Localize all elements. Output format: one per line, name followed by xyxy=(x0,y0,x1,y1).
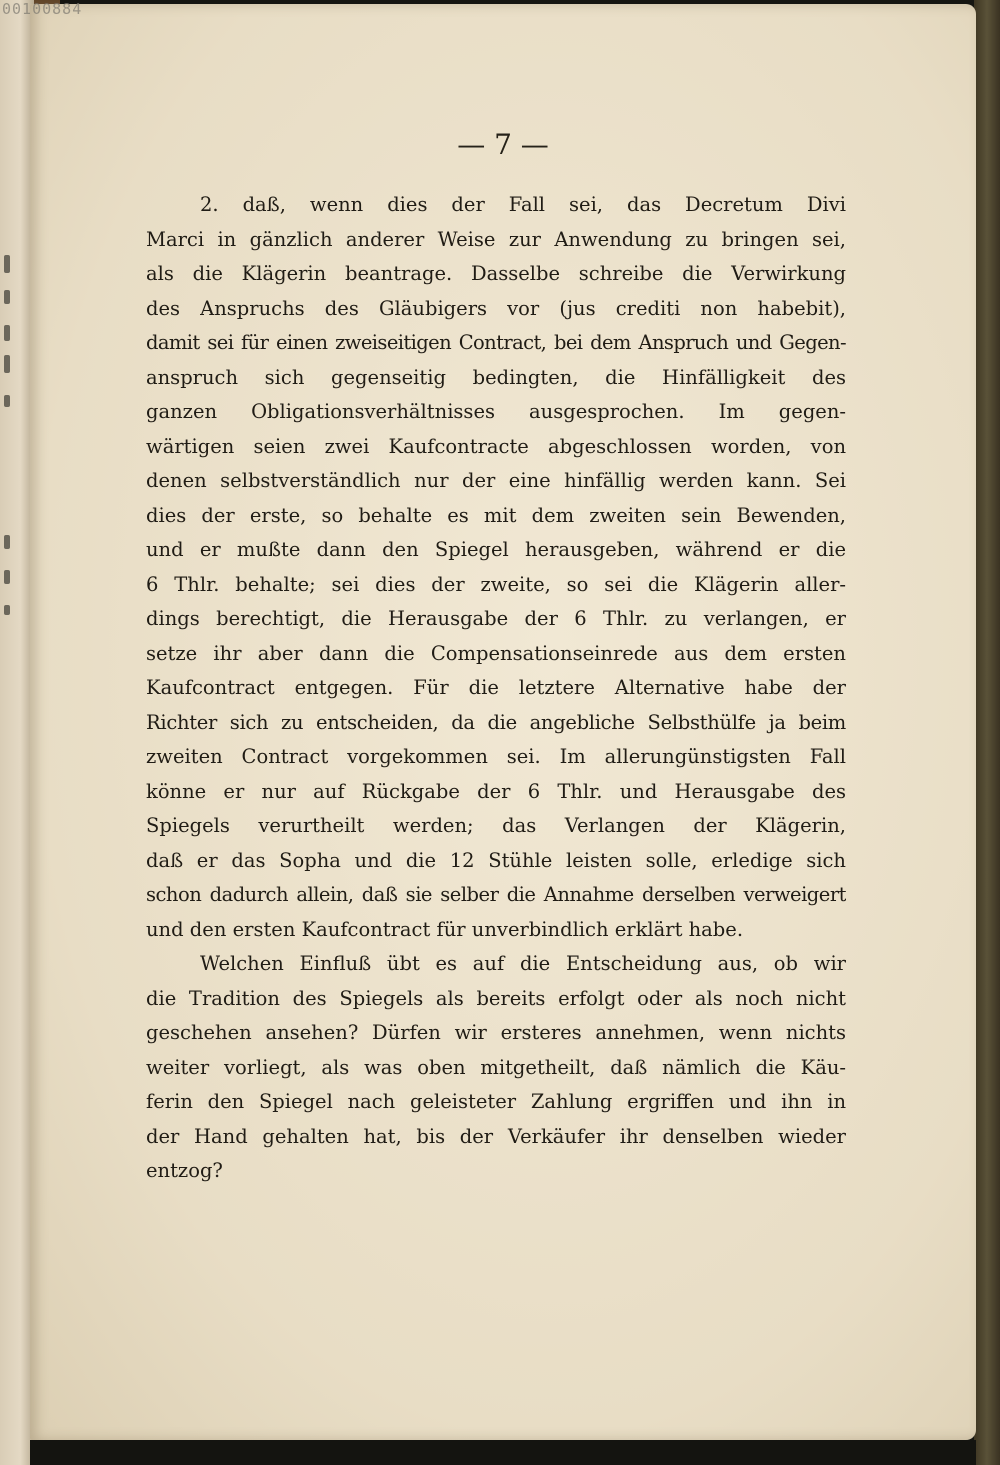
facing-page-mark xyxy=(4,355,10,373)
facing-page-mark xyxy=(4,325,10,341)
scan-bottom-edge xyxy=(30,1440,976,1465)
text-line: die Tradition des Spiegels als bereits erfolgt oder als noch nicht xyxy=(146,986,846,1010)
text-line: geschehen ansehen? Dürfen wir ersteres annehmen, wenn nichts xyxy=(146,1021,846,1044)
text-line: ferin den Spiegel nach geleisteter Zahlung ergriffen und ihn in xyxy=(146,1090,846,1113)
book-cover-edge xyxy=(974,0,1000,1465)
text-line: dies der erste, so behalte es mit dem zweiten sein Bewenden, xyxy=(146,503,846,527)
text-line: Welchen Einfluß übt es auf die Entscheidung aus, ob wir xyxy=(200,952,846,975)
text-line: Spiegels verurtheilt werden; das Verlangen der Klägerin, xyxy=(146,814,846,837)
book-page xyxy=(30,4,976,1440)
text-line: 2. daß, wenn dies der Fall sei, das Decretum Divi xyxy=(200,193,846,216)
text-line: damit sei für einen zweiseitigen Contract, bei dem Anspruch und Gegen- xyxy=(146,331,846,354)
facing-page-mark xyxy=(4,570,10,584)
text-line: ganzen Obligationsverhältnisses ausgesprochen. Im gegen- xyxy=(146,400,846,423)
facing-page-mark xyxy=(4,605,10,615)
text-line: denen selbstverständlich nur der eine hinfällig werden kann. Sei xyxy=(146,469,846,492)
text-line: daß er das Sopha und die 12 Stühle leisten solle, erledige sich xyxy=(146,848,846,872)
text-line: und den ersten Kaufcontract für unverbindlich erklärt habe. xyxy=(146,917,744,941)
text-line: Kaufcontract entgegen. Für die letztere Alternative habe der xyxy=(146,676,846,699)
catalog-id-label: 00100884 xyxy=(2,0,83,18)
text-line: 6 Thlr. behalte; sei dies der zweite, so sei die Klägerin aller- xyxy=(146,572,846,596)
text-line: Richter sich zu entscheiden, da die angebliche Selbsthülfe ja beim xyxy=(146,710,846,734)
facing-page-mark xyxy=(4,290,10,304)
facing-page-edge xyxy=(0,0,34,1465)
text-line: entzog? xyxy=(146,1159,223,1182)
text-line: als die Klägerin beantrage. Dasselbe schreibe die Verwirkung xyxy=(146,262,846,285)
text-line: anspruch sich gegenseitig bedingten, die Hinfälligkeit des xyxy=(146,365,846,389)
text-line: der Hand gehalten hat, bis der Verkäufer ihr denselben wieder xyxy=(146,1124,846,1148)
facing-page-mark xyxy=(4,255,10,273)
page-number: — 7 — xyxy=(457,128,549,161)
text-line: des Anspruchs des Gläubigers vor (jus crediti non habebit), xyxy=(146,296,846,320)
body-text xyxy=(146,188,846,1189)
text-line: setze ihr aber dann die Compensationseinrede aus dem ersten xyxy=(146,641,846,665)
text-line: schon dadurch allein, daß sie selber die Annahme derselben verweigert xyxy=(146,883,846,906)
facing-page-mark xyxy=(4,535,10,549)
text-line: wärtigen seien zwei Kaufcontracte abgeschlossen worden, von xyxy=(146,434,846,458)
text-line: dings berechtigt, die Herausgabe der 6 Thlr. zu verlangen, er xyxy=(146,607,846,630)
text-line: könne er nur auf Rückgabe der 6 Thlr. und Herausgabe des xyxy=(146,779,846,803)
text-line: Marci in gänzlich anderer Weise zur Anwendung zu bringen sei, xyxy=(146,227,846,251)
text-line: zweiten Contract vorgekommen sei. Im allerungünstigsten Fall xyxy=(146,745,846,768)
text-line: und er mußte dann den Spiegel herausgeben, während er die xyxy=(146,538,846,561)
facing-page-mark xyxy=(4,395,10,407)
text-line: weiter vorliegt, als was oben mitgetheilt, daß nämlich die Käu- xyxy=(146,1055,846,1079)
